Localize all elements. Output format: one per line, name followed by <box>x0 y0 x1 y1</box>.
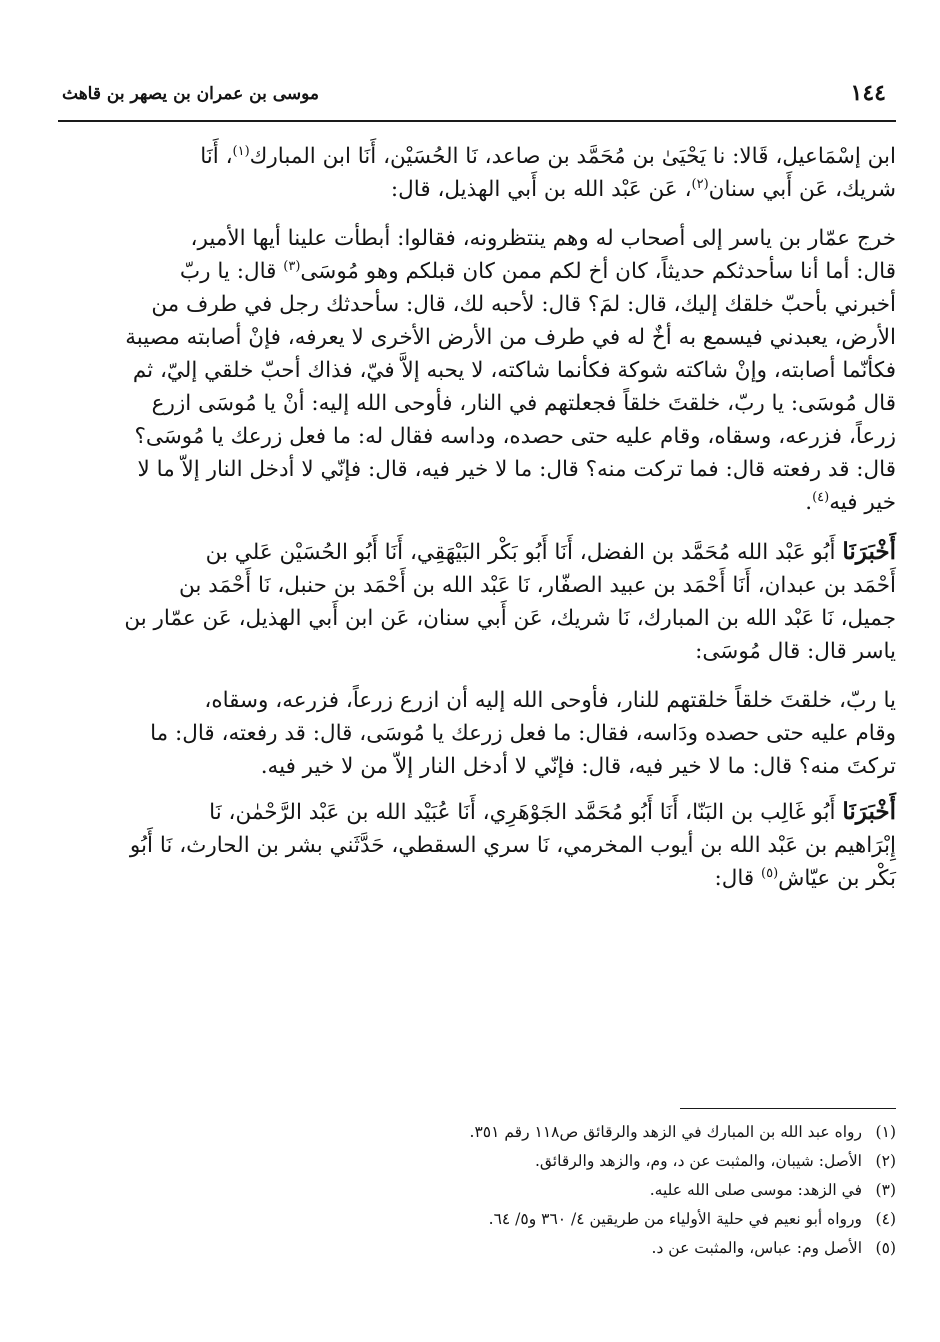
footnote-number: (٣) <box>875 1181 896 1199</box>
text-line: وقام عليه حتى حصده ودَاسه، فقال: ما فعل زرعك يا مُوسَى، قال: قد رفعته، قال: ما <box>150 721 896 746</box>
footnote-number: (٤) <box>875 1210 896 1228</box>
main-text <box>60 140 896 905</box>
paragraph-isnad-2 <box>60 535 896 668</box>
text-line: أَحْمَد بن عبدان، أَنَا أَحْمَد بن عبيد الصفّار، نَا عَبْد الله بن أَحْمَد بن حنبل، نَا أَحْمَد بن <box>179 573 896 598</box>
footnote-text: ورواه أبو نعيم في حلية الأولياء من طريقين ٤/ ٣٦٠ و٥/ ٦٤. <box>488 1210 862 1228</box>
text-line: إِبْرَاهيم بن عَبْد الله بن أيوب المخرمي، نَا سري السقطي، حَدَّثَني بشر بن الحارث، نَا أَبُو <box>129 833 896 858</box>
footnote-number: (١) <box>875 1123 896 1141</box>
text-line: أَخْبَرَنَا أَبُو غَالِب بن البَنّا، أَنَا أَبُو مُحَمَّد الجَوْهَرِي، أَنَا عُبَيْد الله بن عَبْد الرَّحْمٰن، نَا <box>209 798 896 825</box>
text-line: ابن إسْمَاعيل، قَالا: نا يَحْيَىٰ بن مُحَمَّد بن صاعد، نَا الحُسَيْن، أَنَا ابن المبارك$^{(١)}$، أَنَا <box>200 143 896 169</box>
footnote-number: (٥) <box>875 1239 896 1257</box>
header-rule <box>58 120 896 122</box>
text-line: زرعاً، فزرعه، وسقاه، وقام عليه حتى حصده، وداسه فقال له: ما فعل زرعك يا مُوسَى؟ <box>134 424 896 449</box>
text-line: ياسر قال: قال مُوسَى: <box>695 639 896 664</box>
footnote-item <box>300 1205 896 1234</box>
footnote-text: في الزهد: موسى صلى الله عليه. <box>649 1181 862 1199</box>
page-number: ١٤٤ <box>850 80 886 106</box>
text-line: أخبرني بأحبّ خلقك إليك، قال: لمَ؟ قال: لأحبه لك، قال: سأحدثك رجل في طرف من <box>151 292 896 317</box>
footnote-ref[interactable]: (٤) <box>812 489 830 505</box>
page-header <box>58 78 894 118</box>
text-line: شريك، عَن أَبي سنان$^{(٢)}$، عَن عَبْد الله بن أَبي الهذيل، قال: <box>390 176 896 202</box>
text-line: قال: قد رفعته قال: فما تركت منه؟ قال: ما لا خير فيه، قال: فإنّي لا أدخل النار إلاّ ما لا <box>137 457 896 482</box>
footnote-item <box>300 1118 896 1147</box>
text-line: جميل، نَا عَبْد الله بن المبارك، نَا شريك، عَن أَبي سنان، عَن ابن أَبي الهذيل، عَن عمّار بن <box>124 606 896 631</box>
running-title: موسى بن عمران بن يصهر بن قاهث <box>62 84 320 104</box>
footnote-separator <box>680 1108 896 1109</box>
paragraph-isnad-1 <box>60 140 896 206</box>
text-line: خرج عمّار بن ياسر إلى أصحاب له وهم ينتظرونه، فقالوا: أبطأت علينا أيها الأمير، <box>190 226 896 251</box>
text-line: قال: أما أنا سأحدثكم حديثاً، كان أخ لكم ممن كان قبلكم وهو مُوسَى$^{(٣)}$ قال: يا ربّ <box>179 258 896 284</box>
akhbarana-keyword: أَخْبَرَنَا <box>842 798 896 825</box>
text-line: قال مُوسَى: يا ربّ، خلقتَ خلقاً فجعلتهم في النار، فأوحى الله إليه: أنْ يا مُوسَى ازرع <box>151 391 896 416</box>
text-line: بَكْر بن عيّاش$^{(٥)}$ قال: <box>714 865 896 891</box>
footnote-ref[interactable]: (٥) <box>761 865 779 881</box>
footnote-ref[interactable]: (٣) <box>283 258 301 274</box>
text-line: الأرض، يعبدني فيسمع به أخٌ له في طرف من الأرض الأخرى لا يعرفه، فإنْ أصابته مصيبة <box>125 325 896 350</box>
footnote-item <box>300 1147 896 1176</box>
paragraph-isnad-3 <box>60 795 896 895</box>
paragraph-narration-2 <box>60 684 896 783</box>
akhbarana-keyword: أَخْبَرَنَا <box>842 538 896 565</box>
footnote-text: رواه عبد الله بن المبارك في الزهد والرقائق ص١١٨ رقم ٣٥١. <box>469 1123 862 1141</box>
footnote-item <box>300 1234 896 1263</box>
footnotes <box>300 1118 896 1263</box>
footnote-ref[interactable]: (١) <box>232 143 250 159</box>
text-line: خير فيه$^{(٤)}$. <box>805 489 896 515</box>
text-line: أَخْبَرَنَا أَبُو عَبْد الله مُحَمَّد بن الفضل، أَنَا أَبُو بَكْر البَيْهَقِي، أَنَا أَبُو الحُسَيْن عَلي بن <box>205 538 896 565</box>
text-line: يا ربّ، خلقتَ خلقاً خلقتهم للنار، فأوحى الله إليه أن ازرع زرعاً، فزرعه، وسقاه، <box>204 688 896 713</box>
paragraph-narration-1 <box>60 222 896 519</box>
footnote-text: الأصل: شيبان، والمثبت عن د، وم، والزهد والرقائق. <box>534 1152 862 1170</box>
footnote-text: الأصل وم: عباس، والمثبت عن د. <box>651 1239 862 1257</box>
text-line: فكأنّما أصابته، وإنْ شاكته شوكة فكأنما شاكته، لا يحبه إلاَّ فيّ، فذاك أحبّ خلقي إليّ، ثم <box>132 358 896 383</box>
footnote-item <box>300 1176 896 1205</box>
footnote-number: (٢) <box>875 1152 896 1170</box>
text-line: تركتَ منه؟ قال: ما لا خير فيه، قال: فإنّي لا أدخل النار إلاّ من لا خير فيه. <box>260 754 896 779</box>
footnote-ref[interactable]: (٢) <box>691 176 709 192</box>
